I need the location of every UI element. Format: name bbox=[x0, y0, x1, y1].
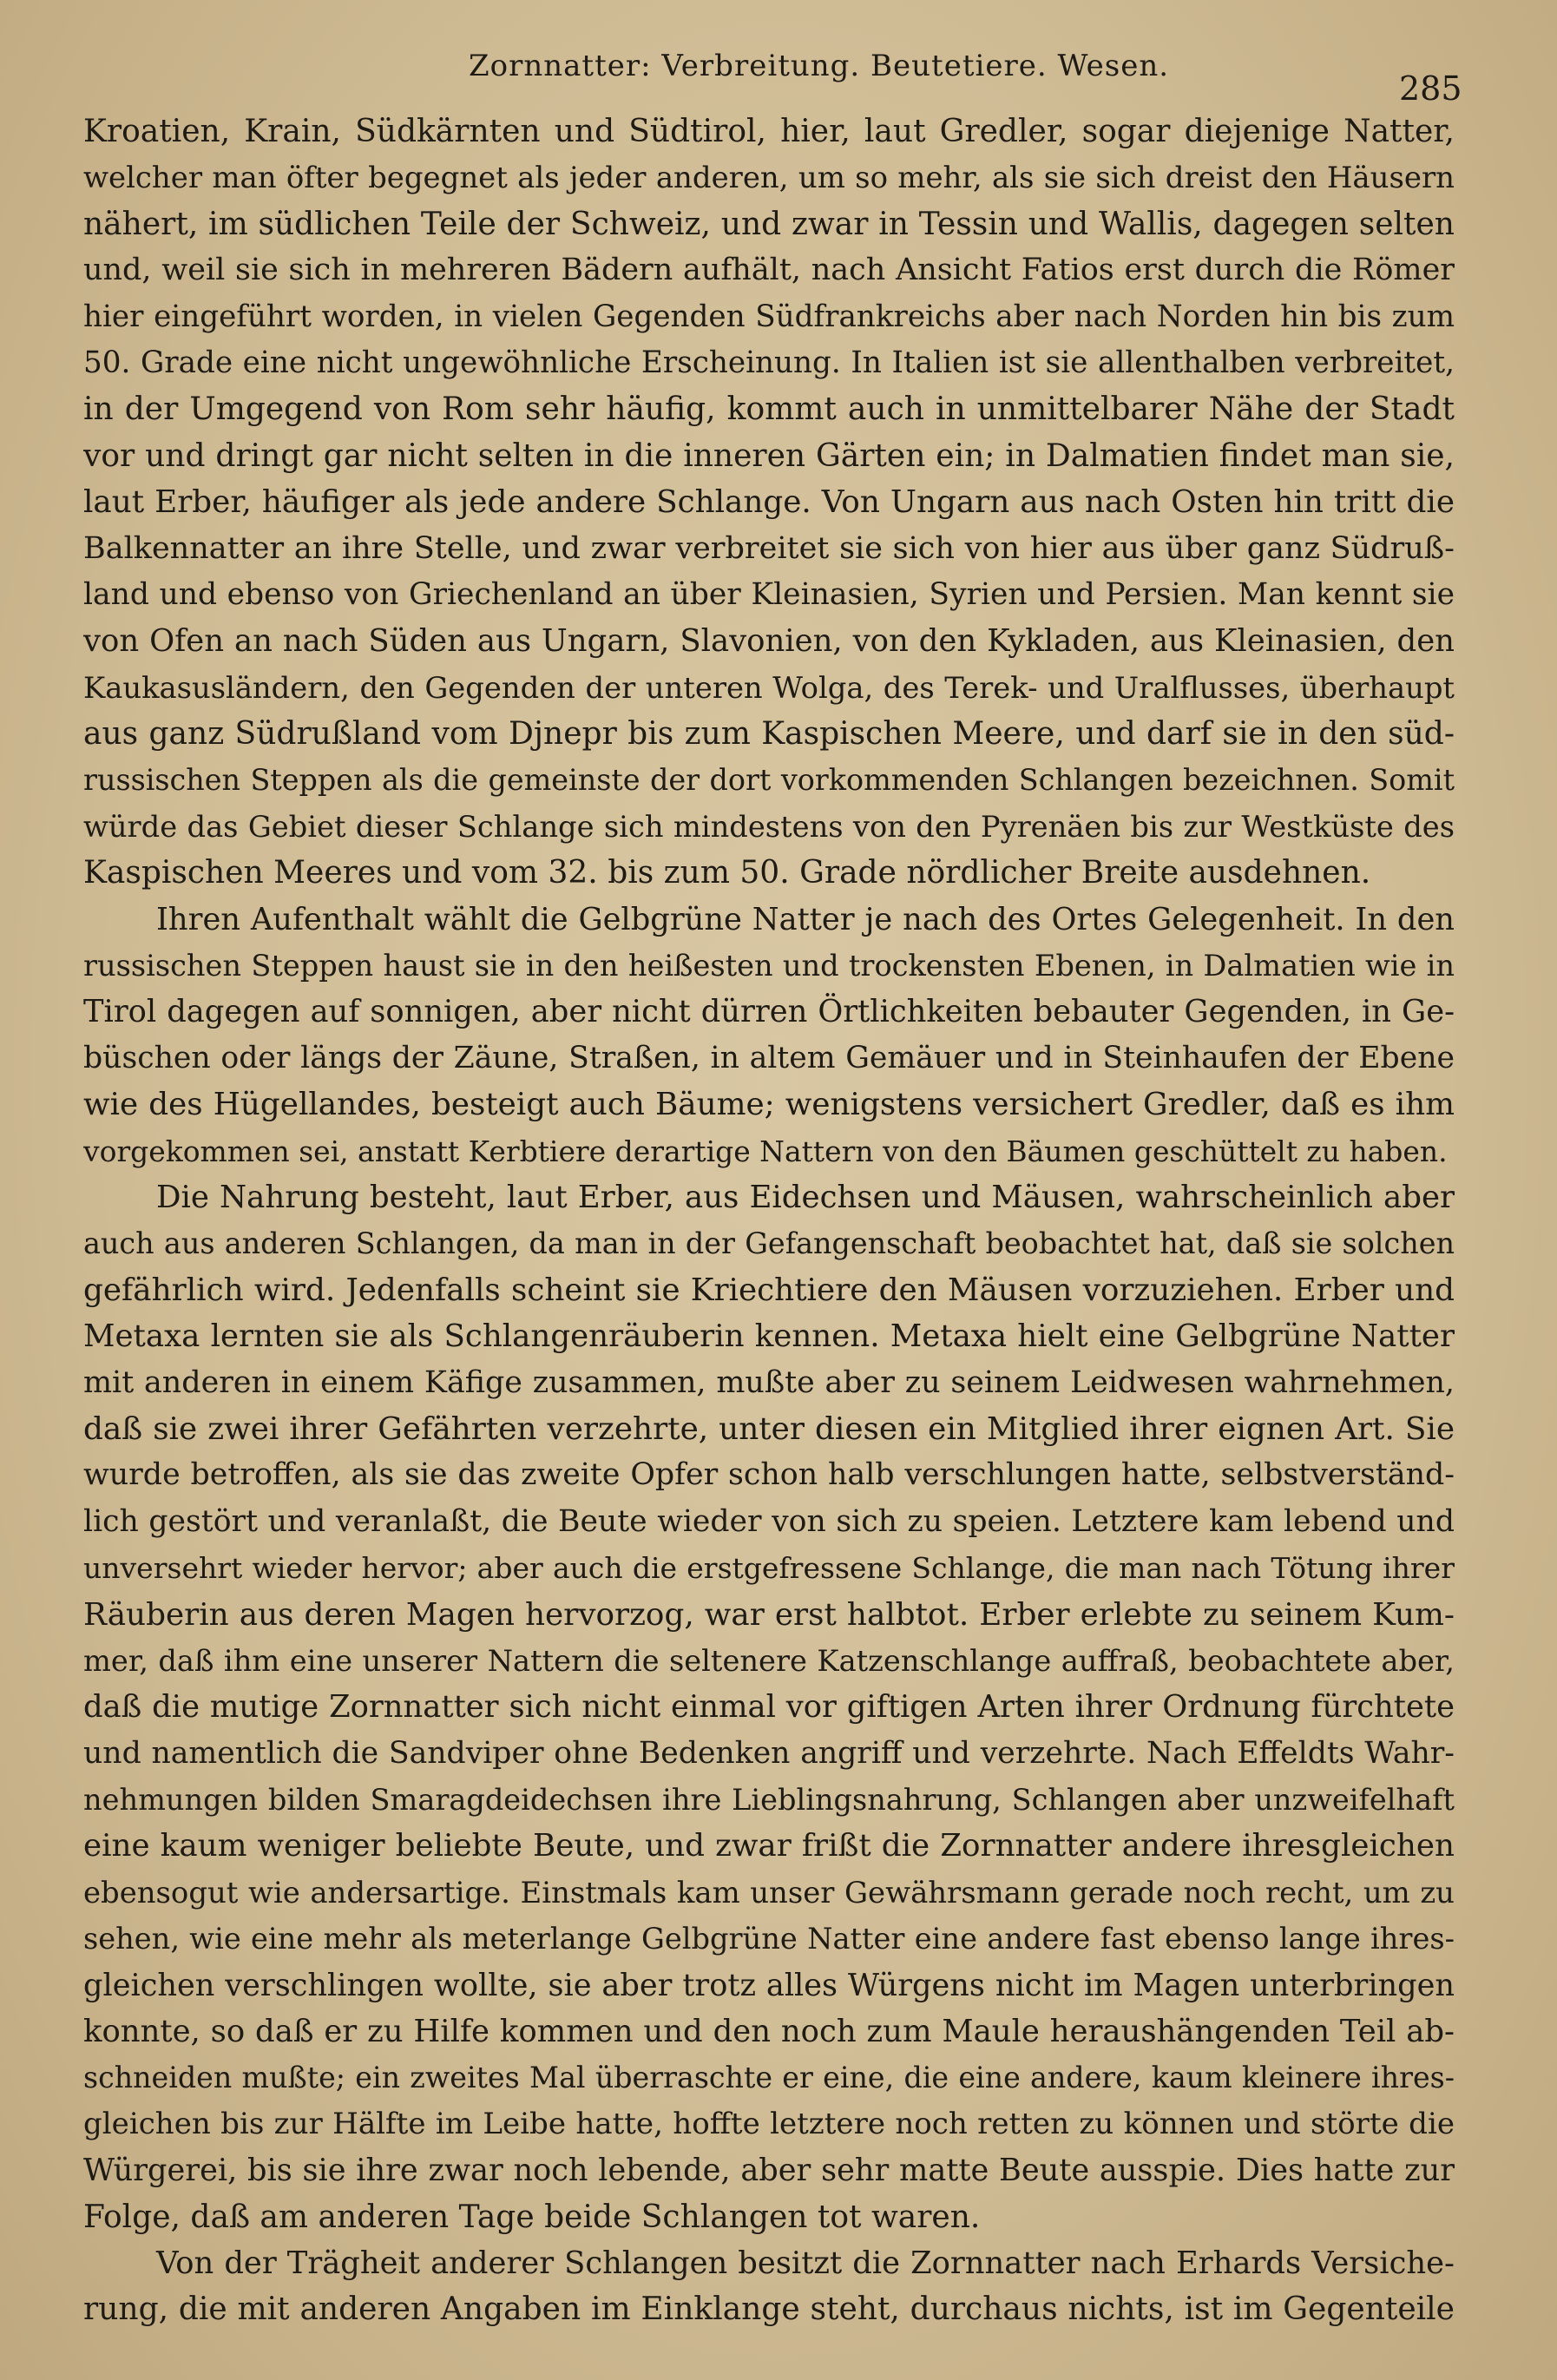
text-line: russischen Steppen haust sie in den heißesten und trockensten Ebenen, in Dalmatien wie in bbox=[83, 949, 1455, 983]
text-line: welcher man öfter begegnet als jeder anderen, um so mehr, als sie sich dreist den Häusern bbox=[83, 161, 1455, 195]
text-line: nehmungen bilden Smaragdeidechsen ihre Lieblingsnahrung, Schlangen aber unzweifelhaft bbox=[83, 1783, 1455, 1818]
text-line: aus ganz Südrußland vom Djnepr bis zum Kaspischen Meere, und darf sie in den süd- bbox=[83, 716, 1455, 753]
text-line: Würgerei, bis sie ihre zwar noch lebende, aber sehr matte Beute ausspie. Dies hatte zur bbox=[83, 2153, 1455, 2189]
text-line: daß sie zwei ihrer Gefährten verzehrte, unter diesen ein Mitglied ihrer eignen Art. Sie bbox=[83, 1410, 1455, 1447]
paragraph-start-line: Die Nahrung besteht, laut Erber, aus Eidechsen und Mäusen, wahrscheinlich aber bbox=[156, 1179, 1455, 1215]
text-line: Kaukasusländern, den Gegenden der unteren Wolga, des Terek- und Uralflusses, überhaupt bbox=[83, 670, 1455, 705]
text-line: ebensogut wie andersartige. Einstmals kam unser Gewährsmann gerade noch recht, um zu bbox=[83, 1875, 1455, 1910]
paragraph-start-line: Ihren Aufenthalt wählt die Gelbgrüne Natter je nach des Ortes Gelegenheit. In den bbox=[156, 901, 1455, 937]
text-line: von Ofen an nach Süden aus Ungarn, Slavonien, von den Kykladen, aus Kleinasien, den bbox=[83, 623, 1455, 660]
text-line: rung, die mit anderen Angaben im Einklange steht, durchaus nichts, ist im Gegenteile bbox=[83, 2291, 1455, 2328]
text-line: wurde betroffen, als sie das zweite Opfer schon halb verschlungen hatte, selbstverständ- bbox=[83, 1457, 1455, 1493]
text-line: unversehrt wieder hervor; aber auch die erstgefressene Schlange, die man nach Tötung ihrer bbox=[83, 1551, 1455, 1586]
text-line: und, weil sie sich in mehreren Bädern aufhält, nach Ansicht Fatios erst durch die Römer bbox=[83, 253, 1455, 288]
text-line: Kroatien, Krain, Südkärnten und Südtirol, hier, laut Gredler, sogar diejenige Natter, bbox=[83, 114, 1455, 149]
text-line: gleichen verschlingen wollte, sie aber trotz alles Würgens nicht im Magen unterbringen bbox=[83, 1967, 1455, 2003]
text-line: land und ebenso von Griechenland an über Kleinasien, Syrien und Persien. Man kennt sie bbox=[83, 576, 1455, 612]
text-line: mit anderen in einem Käfige zusammen, mußte aber zu seinem Leidwesen wahrnehmen, bbox=[83, 1364, 1455, 1400]
text-line: schneiden mußte; ein zweites Mal überraschte er eine, die eine andere, kaum kleinere ihres- bbox=[83, 2061, 1455, 2095]
text-line: in der Umgegend von Rom sehr häufig, kommt auch in unmittelbarer Nähe der Stadt bbox=[83, 391, 1455, 428]
text-line: Balkennatter an ihre Stelle, und zwar verbreitet sie sich von hier aus über ganz Südruß- bbox=[83, 530, 1455, 566]
text-line: daß die mutige Zornnatter sich nicht einmal vor giftigen Arten ihrer Ordnung fürchtete bbox=[83, 1689, 1455, 1726]
text-line: Folge, daß am anderen Tage beide Schlangen tot waren. bbox=[83, 2199, 981, 2235]
text-line: auch aus anderen Schlangen, da man in der Gefangenschaft beobachtet hat, daß sie solchen bbox=[83, 1226, 1455, 1261]
text-line: wie des Hügellandes, besteigt auch Bäume; wenigstens versichert Gredler, daß es ihm bbox=[83, 1087, 1455, 1123]
text-line: gleichen bis zur Hälfte im Leibe hatte, hoffte letztere noch retten zu können und störte die bbox=[83, 2106, 1455, 2141]
text-line: nähert, im südlichen Teile der Schweiz, und zwar in Tessin und Wallis, dagegen selten bbox=[83, 206, 1455, 242]
text-line: und namentlich die Sandviper ohne Bedenken angriff und verzehrte. Nach Effeldts Wahr- bbox=[83, 1735, 1455, 1771]
text-line: Räuberin aus deren Magen hervorzog, war erst halbtot. Erber erlebte zu seinem Kum- bbox=[83, 1596, 1455, 1633]
text-line: laut Erber, häufiger als jede andere Schlange. Von Ungarn aus nach Osten hin tritt die bbox=[83, 484, 1455, 521]
text-line: mer, daß ihm eine unserer Nattern die seltenere Katzenschlange auffraß, beobachtete aber, bbox=[83, 1643, 1455, 1678]
text-line: vor und dringt gar nicht selten in die inneren Gärten ein; in Dalmatien findet man sie, bbox=[83, 437, 1455, 474]
text-line: büschen oder längs der Zäune, Straßen, in altem Gemäuer und in Steinhaufen der Ebene bbox=[83, 1040, 1455, 1075]
text-line: würde das Gebiet dieser Schlange sich mindestens von den Pyrenäen bis zur Westküste des bbox=[83, 809, 1455, 844]
paragraph-start-line: Von der Trägheit anderer Schlangen besitzt die Zornnatter nach Erhards Versiche- bbox=[156, 2245, 1455, 2281]
text-line: konnte, so daß er zu Hilfe kommen und den noch zum Maule heraushängenden Teil ab- bbox=[83, 2014, 1455, 2050]
text-line: Tirol dagegen auf sonnigen, aber nicht dürren Örtlichkeiten bebauter Gegenden, in Ge- bbox=[83, 994, 1455, 1030]
text-line: sehen, wie eine mehr als meterlange Gelbgrüne Natter eine andere fast ebenso lange ihres- bbox=[83, 1922, 1455, 1956]
text-line: 50. Grade eine nicht ungewöhnliche Erscheinung. In Italien ist sie allenthalben verbreitet, bbox=[83, 345, 1455, 380]
text-line: vorgekommen sei, anstatt Kerbtiere derartige Nattern von den Bäumen geschüttelt zu haben. bbox=[83, 1134, 1448, 1168]
text-line: gefährlich wird. Jedenfalls scheint sie Kriechtiere den Mäusen vorzuziehen. Erber und bbox=[83, 1272, 1455, 1308]
text-line: hier eingeführt worden, in vielen Gegenden Südfrankreichs aber nach Norden hin bis zum bbox=[83, 299, 1455, 334]
running-head: Zornnatter: Verbreitung. Beutetiere. Wesen. bbox=[469, 49, 1170, 83]
text-line: Kaspischen Meeres und vom 32. bis zum 50. Grade nördlicher Breite ausdehnen. bbox=[83, 855, 1371, 891]
text-line: russischen Steppen als die gemeinste der dort vorkommenden Schlangen bezeichnen. Somit bbox=[83, 763, 1455, 798]
text-line: lich gestört und veranlaßt, die Beute wieder von sich zu speien. Letztere kam lebend und bbox=[83, 1503, 1455, 1539]
text-line: Metaxa lernten sie als Schlangenräuberin kennen. Metaxa hielt eine Gelbgrüne Natter bbox=[83, 1318, 1455, 1355]
text-line: eine kaum weniger beliebte Beute, und zwar frißt die Zornnatter andere ihresgleichen bbox=[83, 1828, 1455, 1864]
page-number: 285 bbox=[1399, 69, 1462, 108]
body-text bbox=[83, 108, 1455, 2333]
